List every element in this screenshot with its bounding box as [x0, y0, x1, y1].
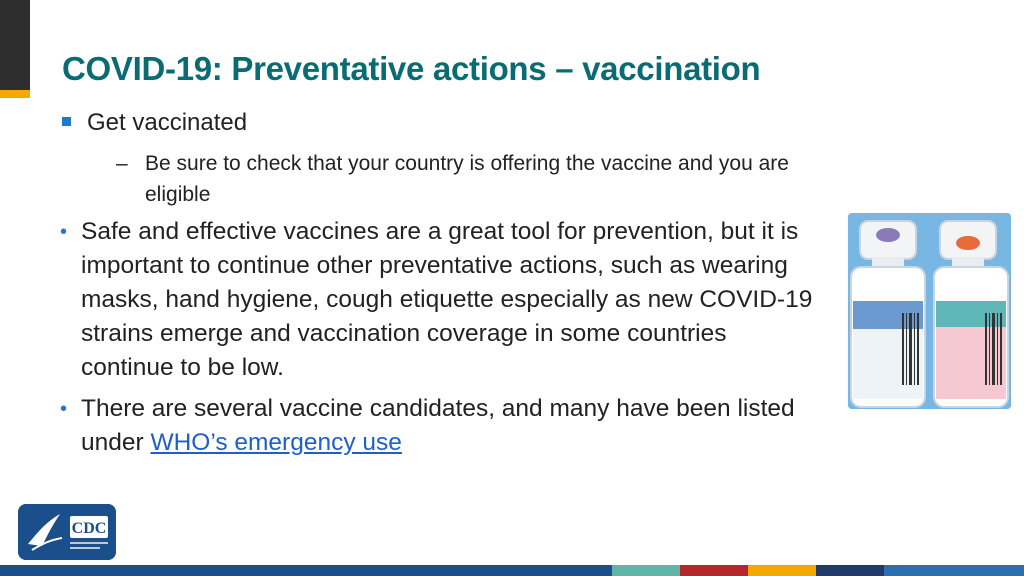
- corner-accent-block: [0, 0, 30, 90]
- slide-title: COVID-19: Preventative actions – vaccination: [62, 50, 761, 87]
- cdc-eagle-icon: [18, 504, 116, 560]
- cdc-logo-text: CDC: [71, 520, 107, 537]
- bullet-vaccine-candidates-text: There are several vaccine candidates, and many have been listed under: [81, 395, 795, 456]
- bullet-get-vaccinated: [62, 109, 247, 137]
- vaccine-vials-icon: [848, 213, 1011, 409]
- bullet-vaccine-candidates-body: [81, 392, 816, 460]
- sub-bullet-check-eligibility: [116, 148, 816, 210]
- footer-segment: [612, 565, 680, 576]
- footer-color-bar: [0, 565, 1024, 576]
- who-emergency-use-link[interactable]: WHO’s emergency use: [150, 429, 402, 456]
- footer-segment: [816, 565, 884, 576]
- bullet-safe-vaccines: [60, 215, 816, 385]
- footer-segment: [0, 565, 612, 576]
- bullet-vaccine-candidates: [60, 392, 816, 460]
- dash-bullet-icon: –: [116, 152, 128, 175]
- bullet-get-vaccinated-text: Get vaccinated: [87, 109, 248, 136]
- sub-bullet-text: Be sure to check that your country is offering the vaccine and you are eligible: [145, 152, 789, 206]
- cdc-logo: [18, 504, 116, 560]
- vaccine-vials-image: [848, 213, 1011, 409]
- footer-segment: [748, 565, 816, 576]
- footer-segment: [884, 565, 1024, 576]
- footer-segment: [680, 565, 748, 576]
- square-bullet-icon: [62, 117, 71, 126]
- bullet-safe-vaccines-text: Safe and effective vaccines are a great tool for prevention, but it is important to continue other preventative actions, such as wearing masks, hand hygiene, cough etiquette especially as new COVID-19 strains emerge and vaccination coverage in some countries continue to be low.: [81, 218, 813, 381]
- round-bullet-icon: •: [60, 221, 68, 243]
- round-bullet-icon: •: [60, 398, 68, 420]
- corner-accent-line: [0, 90, 30, 98]
